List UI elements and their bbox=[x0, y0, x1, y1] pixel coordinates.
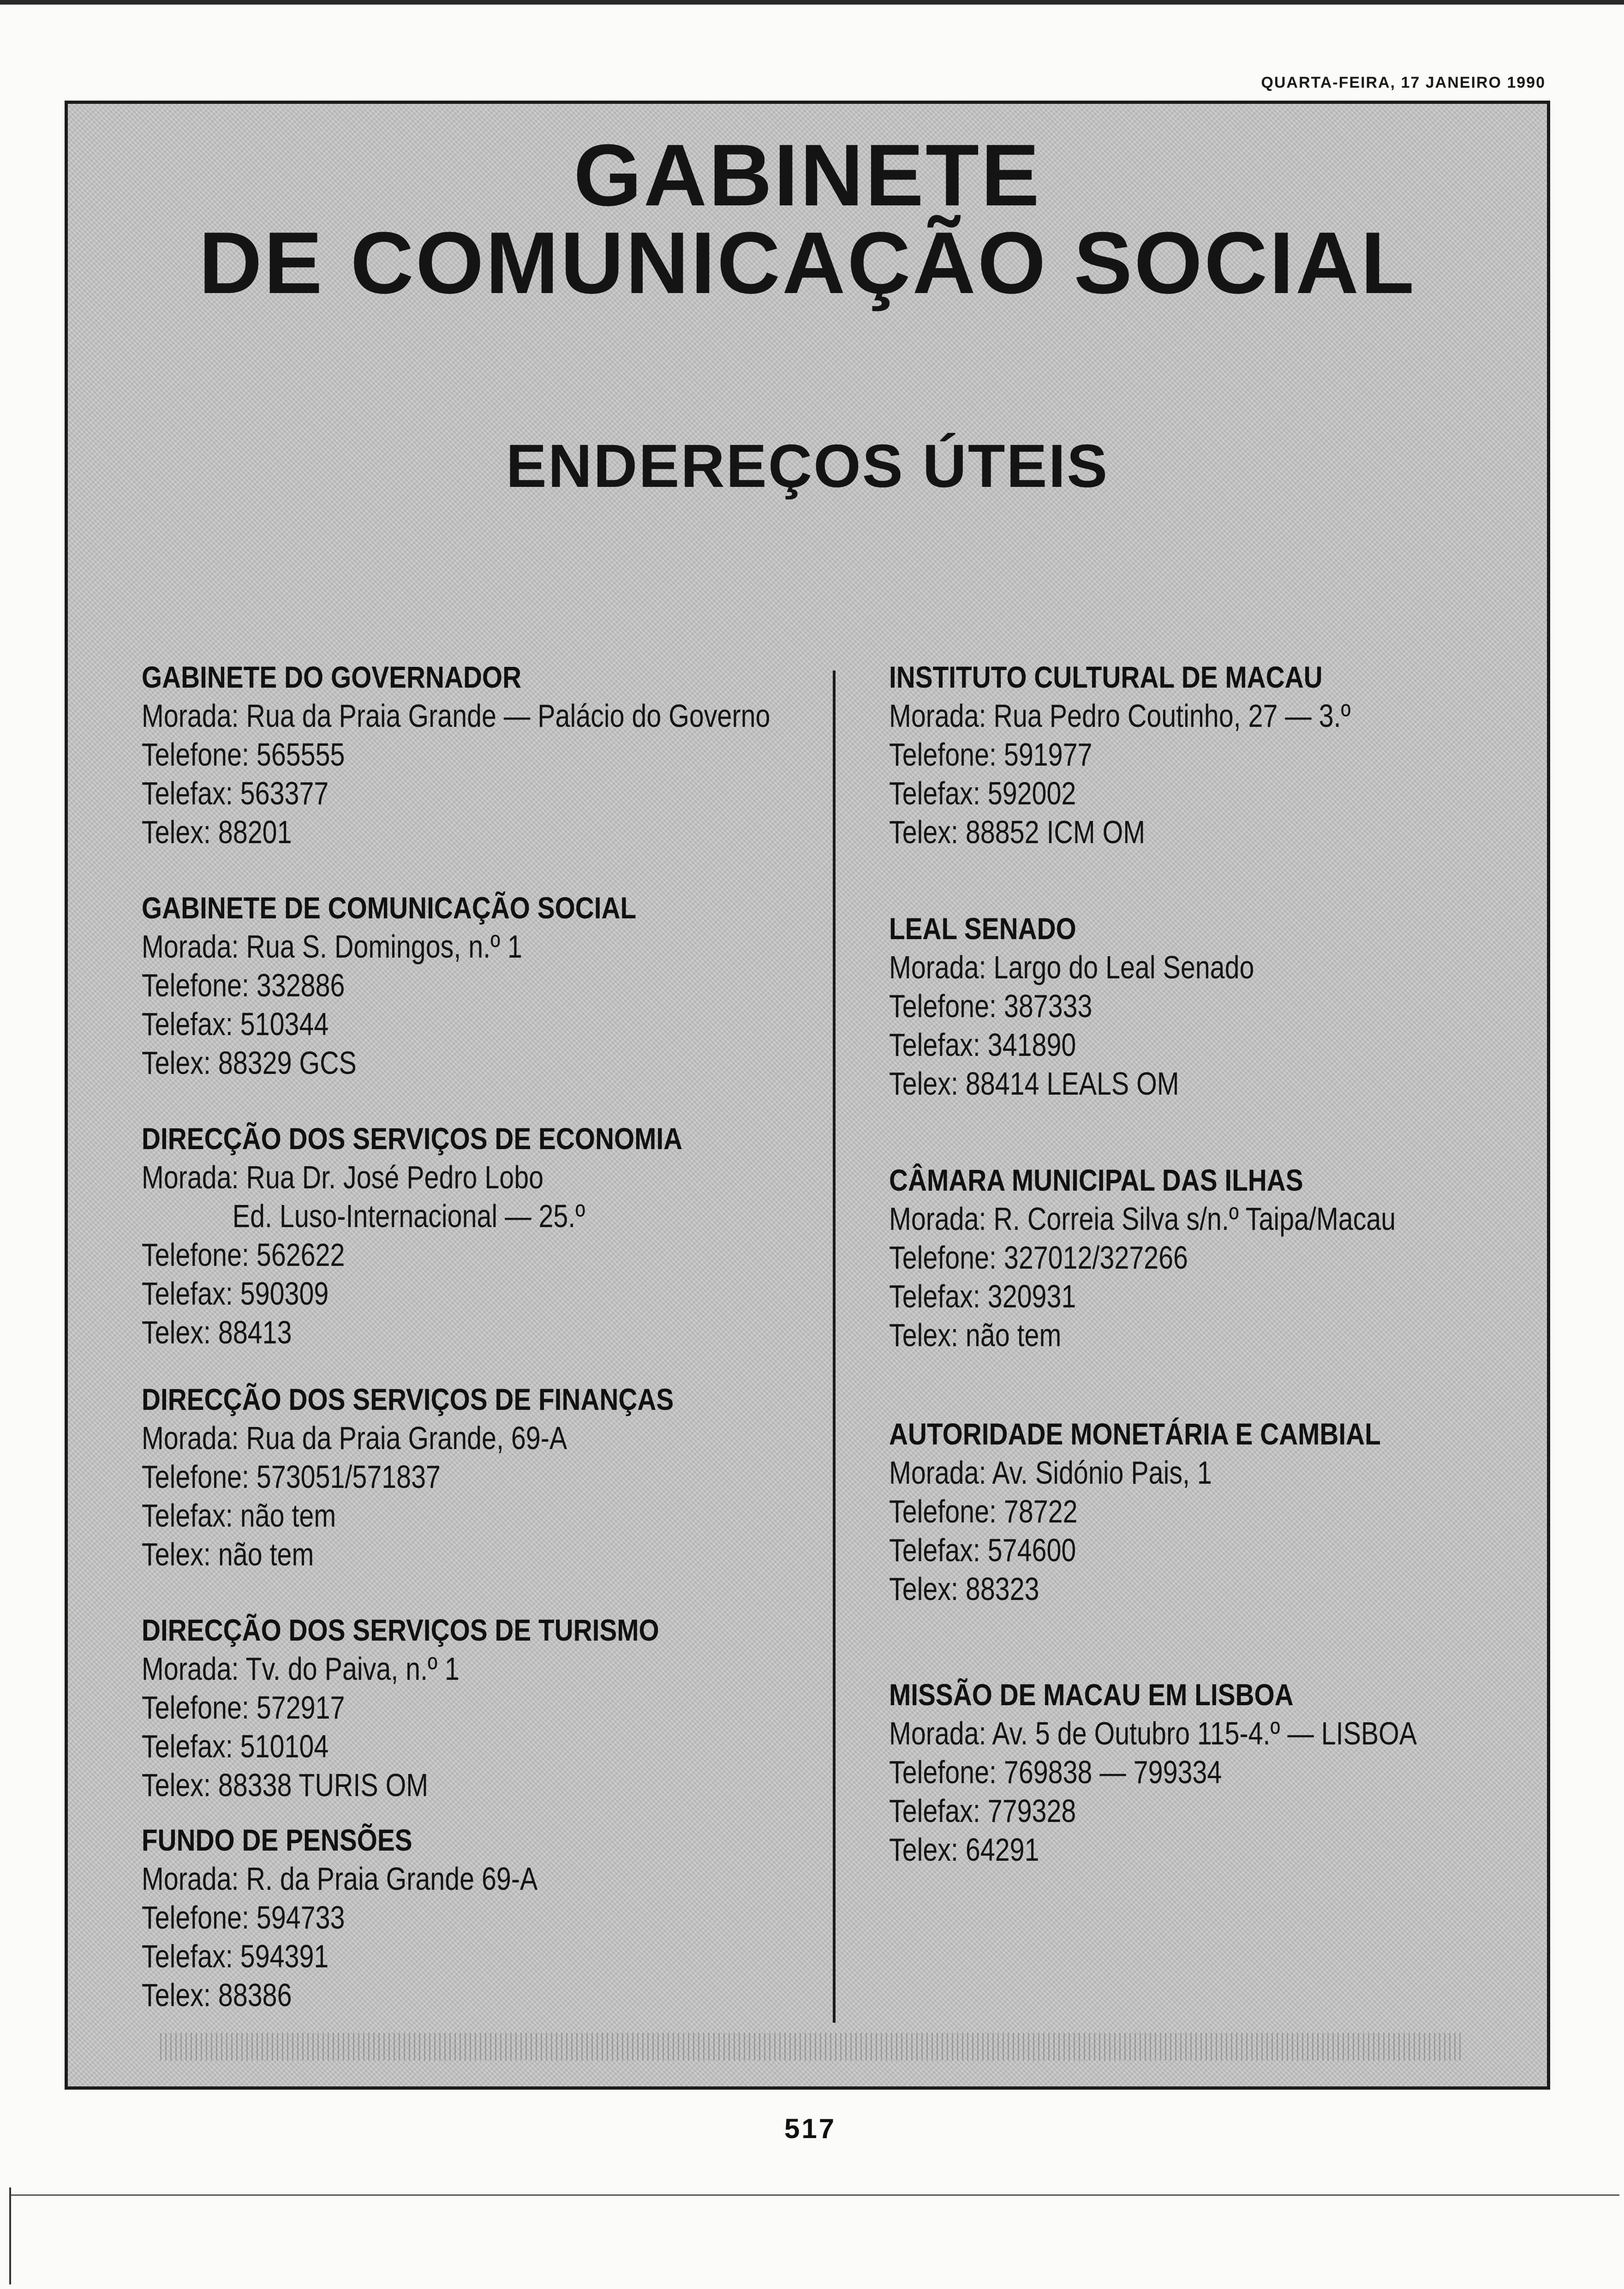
entry-telex: Telex: 88323 bbox=[889, 1571, 1039, 1607]
entry-address: Morada: Rua Pedro Coutinho, 27 — 3.º bbox=[889, 698, 1351, 734]
entry-telex: Telex: 88852 ICM OM bbox=[889, 814, 1146, 850]
entry-name: DIRECÇÃO DOS SERVIÇOS DE TURISMO bbox=[142, 1613, 659, 1647]
print-texture-strip bbox=[160, 2033, 1461, 2061]
entry-telex: Telex: 64291 bbox=[889, 1832, 1039, 1868]
entry-name: CÂMARA MUNICIPAL DAS ILHAS bbox=[889, 1163, 1303, 1197]
page-folio: 517 bbox=[784, 2113, 836, 2144]
entry-telex: Telex: 88338 TURIS OM bbox=[142, 1767, 429, 1803]
entry-fax: Telefax: 779328 bbox=[889, 1793, 1076, 1829]
entry-address: Morada: Rua Dr. José Pedro Lobo bbox=[142, 1159, 544, 1195]
entry-name: DIRECÇÃO DOS SERVIÇOS DE FINANÇAS bbox=[142, 1382, 674, 1416]
entry-phone: Telefone: 327012/327266 bbox=[889, 1240, 1188, 1276]
ad-title-line2: DE COMUNICAÇÃO SOCIAL bbox=[198, 214, 1416, 312]
entry-fax: Telefax: 341890 bbox=[889, 1027, 1076, 1063]
address-entry bbox=[889, 658, 1550, 851]
address-entry bbox=[142, 888, 852, 1082]
entry-address: Morada: Largo do Leal Senado bbox=[889, 949, 1254, 985]
top-rule bbox=[0, 0, 1624, 5]
entry-name: GABINETE DO GOVERNADOR bbox=[142, 660, 522, 694]
entry-address-line2: Ed. Luso-Internacional — 25.º bbox=[232, 1198, 585, 1234]
address-entry bbox=[142, 658, 852, 851]
entry-telex: Telex: não tem bbox=[142, 1536, 314, 1572]
address-entry bbox=[142, 1821, 852, 2014]
entry-phone: Telefone: 769838 — 799334 bbox=[889, 1754, 1222, 1790]
entry-name: GABINETE DE COMUNICAÇÃO SOCIAL bbox=[142, 891, 637, 925]
entry-telex: Telex: 88414 LEALS OM bbox=[889, 1066, 1179, 1102]
entry-telex: Telex: não tem bbox=[889, 1317, 1062, 1353]
entry-telex: Telex: 88201 bbox=[142, 814, 292, 850]
entry-fax: Telefax: 594391 bbox=[142, 1938, 329, 1974]
address-entry bbox=[889, 909, 1550, 1103]
entry-telex: Telex: 88413 bbox=[142, 1314, 292, 1350]
entry-address: Morada: Rua da Praia Grande — Palácio do Governo bbox=[142, 698, 770, 734]
entry-name: FUNDO DE PENSÕES bbox=[142, 1823, 412, 1857]
entry-name: INSTITUTO CULTURAL DE MACAU bbox=[889, 660, 1323, 694]
entry-address: Morada: Rua S. Domingos, n.º 1 bbox=[142, 929, 522, 965]
entry-name: LEAL SENADO bbox=[889, 911, 1076, 946]
entry-address: Morada: Tv. do Paiva, n.º 1 bbox=[142, 1651, 460, 1687]
address-entry bbox=[889, 1161, 1550, 1354]
entry-fax: Telefax: não tem bbox=[142, 1498, 336, 1534]
entry-fax: Telefax: 590309 bbox=[142, 1276, 329, 1312]
advertisement-box bbox=[65, 101, 1550, 2090]
entry-phone: Telefone: 594733 bbox=[142, 1900, 345, 1935]
entry-name: MISSÃO DE MACAU EM LISBOA bbox=[889, 1678, 1294, 1712]
footer-rule bbox=[9, 2194, 1619, 2196]
ad-subtitle: ENDEREÇOS ÚTEIS bbox=[506, 432, 1109, 500]
address-entry bbox=[889, 1675, 1550, 1869]
entry-address: Morada: Rua da Praia Grande, 69-A bbox=[142, 1420, 567, 1456]
address-entry bbox=[142, 1380, 852, 1574]
entry-fax: Telefax: 574600 bbox=[889, 1532, 1076, 1568]
ad-title-line1: GABINETE bbox=[573, 126, 1041, 224]
address-entry bbox=[889, 1414, 1550, 1608]
address-entry bbox=[142, 1119, 852, 1352]
issue-date: QUARTA-FEIRA, 17 JANEIRO 1990 bbox=[1261, 74, 1546, 91]
entry-name: AUTORIDADE MONETÁRIA E CAMBIAL bbox=[889, 1417, 1381, 1451]
entry-phone: Telefone: 562622 bbox=[142, 1237, 345, 1273]
entry-phone: Telefone: 573051/571837 bbox=[142, 1459, 441, 1495]
entry-address: Morada: Av. Sidónio Pais, 1 bbox=[889, 1455, 1212, 1491]
entry-telex: Telex: 88329 GCS bbox=[142, 1045, 357, 1081]
entry-phone: Telefone: 572917 bbox=[142, 1690, 345, 1726]
entry-phone: Telefone: 78722 bbox=[889, 1493, 1078, 1529]
entry-fax: Telefax: 510344 bbox=[142, 1006, 329, 1042]
entry-address: Morada: R. Correia Silva s/n.º Taipa/Macau bbox=[889, 1201, 1396, 1237]
entry-phone: Telefone: 591977 bbox=[889, 737, 1093, 773]
entry-fax: Telefax: 510104 bbox=[142, 1728, 329, 1764]
entry-address: Morada: R. da Praia Grande 69-A bbox=[142, 1861, 538, 1897]
address-entry bbox=[142, 1611, 852, 1804]
entry-name: DIRECÇÃO DOS SERVIÇOS DE ECONOMIA bbox=[142, 1121, 683, 1156]
entry-telex: Telex: 88386 bbox=[142, 1977, 292, 2013]
entry-fax: Telefax: 563377 bbox=[142, 775, 329, 811]
entry-fax: Telefax: 592002 bbox=[889, 775, 1076, 811]
entry-address: Morada: Av. 5 de Outubro 115-4.º — LISBOA bbox=[889, 1715, 1417, 1751]
entry-phone: Telefone: 565555 bbox=[142, 737, 345, 773]
footer-margin-mark bbox=[9, 2187, 11, 2284]
entry-phone: Telefone: 387333 bbox=[889, 988, 1093, 1024]
entry-fax: Telefax: 320931 bbox=[889, 1278, 1076, 1314]
entry-phone: Telefone: 332886 bbox=[142, 967, 345, 1003]
